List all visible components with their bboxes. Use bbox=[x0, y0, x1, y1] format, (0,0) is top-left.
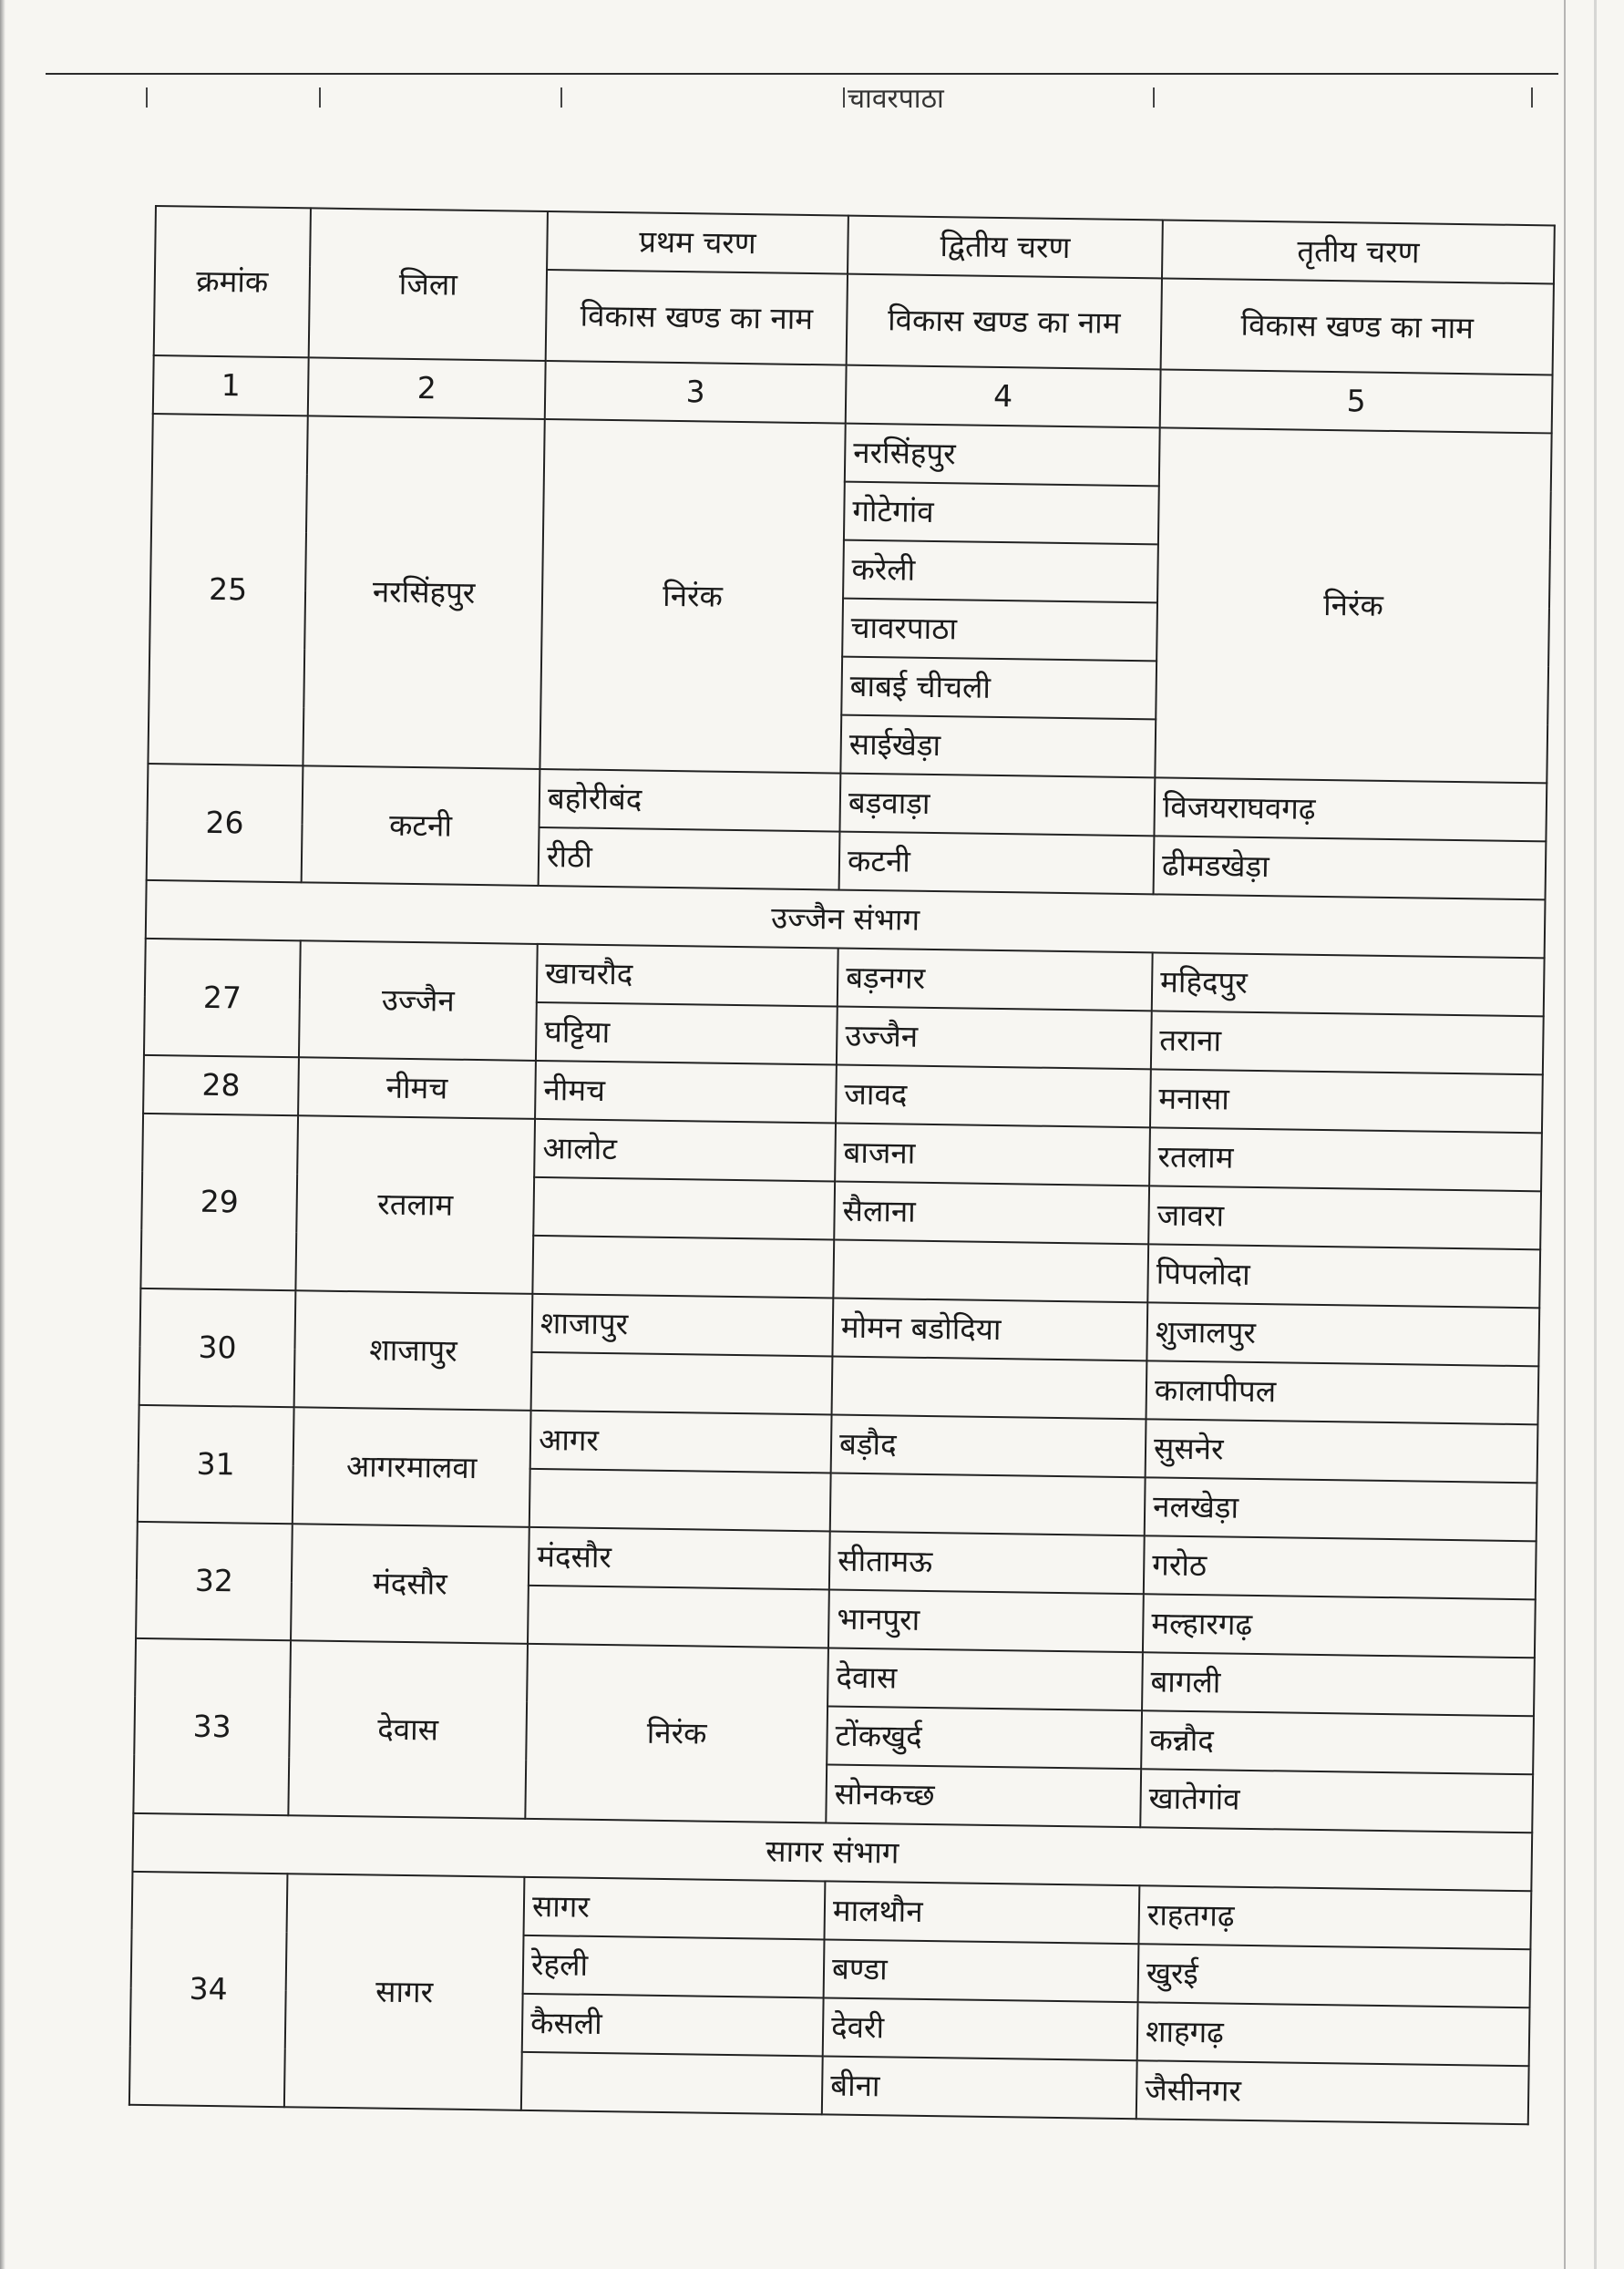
block-cell: बड़नगर bbox=[838, 949, 1153, 1011]
district-cell: शाजापुर bbox=[294, 1290, 533, 1411]
block-cell: नरसिंहपुर bbox=[845, 424, 1160, 487]
block-cell: कालापीपल bbox=[1146, 1360, 1539, 1424]
block-cell: सोनकच्छ bbox=[826, 1764, 1141, 1827]
block-cell: शाहगढ़ bbox=[1137, 2002, 1530, 2066]
block-cell-empty bbox=[830, 1473, 1146, 1535]
district-cell: कटनी bbox=[302, 765, 540, 886]
block-cell: सैलाना bbox=[834, 1182, 1149, 1245]
block-cell-empty bbox=[521, 2052, 823, 2115]
phase1-nil: निरंक bbox=[525, 1644, 828, 1823]
header-block-name-2: विकास खण्ड का नाम bbox=[847, 274, 1162, 370]
block-cell: तराना bbox=[1151, 1011, 1544, 1074]
block-cell: साईखेड़ा bbox=[840, 715, 1156, 778]
phase1-nil: निरंक bbox=[540, 419, 845, 774]
block-cell: सागर bbox=[524, 1877, 826, 1940]
block-cell: देवरी bbox=[823, 1997, 1138, 2060]
block-cell: जावरा bbox=[1148, 1186, 1541, 1249]
block-cell: कन्नौद bbox=[1141, 1710, 1534, 1774]
header-district: जिला bbox=[309, 208, 548, 361]
block-phase-table bbox=[128, 205, 1556, 2125]
serial-cell: 32 bbox=[136, 1522, 293, 1640]
header-phase1: प्रथम चरण bbox=[547, 211, 848, 274]
division-heading-sagar: सागर संभाग bbox=[132, 1813, 1532, 1891]
block-cell: जैसीनगर bbox=[1136, 2060, 1529, 2124]
district-cell: सागर bbox=[284, 1874, 525, 2110]
district-cell: रतलाम bbox=[295, 1115, 535, 1294]
column-number: 5 bbox=[1160, 369, 1553, 433]
column-number: 3 bbox=[545, 361, 847, 424]
block-cell: नीमच bbox=[535, 1061, 837, 1124]
block-cell: मल्हारगढ़ bbox=[1143, 1594, 1536, 1658]
block-cell: कटनी bbox=[839, 832, 1155, 895]
block-cell: पिपलोदा bbox=[1147, 1244, 1540, 1308]
block-cell: गोटेगांव bbox=[844, 482, 1159, 545]
header-tick bbox=[319, 87, 321, 108]
serial-cell: 25 bbox=[148, 414, 307, 765]
block-cell: बण्डा bbox=[824, 1939, 1139, 2002]
block-cell: आगर bbox=[530, 1411, 832, 1473]
district-cell: नीमच bbox=[298, 1057, 536, 1119]
header-tick bbox=[843, 87, 845, 108]
serial-cell: 26 bbox=[147, 764, 303, 882]
block-cell: सीतामऊ bbox=[829, 1531, 1145, 1594]
block-cell: खातेगांव bbox=[1140, 1769, 1533, 1833]
block-cell: मंदसौर bbox=[529, 1527, 830, 1590]
page-header-text: चावरपाठा bbox=[848, 83, 944, 115]
block-cell: बाजना bbox=[835, 1124, 1150, 1186]
header-tick bbox=[560, 87, 562, 108]
block-cell: राहतगढ़ bbox=[1138, 1885, 1531, 1949]
block-cell-empty bbox=[529, 1469, 831, 1532]
serial-cell: 34 bbox=[129, 1872, 288, 2107]
district-cell: मंदसौर bbox=[291, 1524, 529, 1644]
column-number: 4 bbox=[846, 365, 1161, 428]
block-cell: मनासा bbox=[1150, 1069, 1543, 1133]
block-cell: मालथौन bbox=[824, 1881, 1139, 1944]
block-cell: बागली bbox=[1142, 1652, 1535, 1716]
block-cell-empty bbox=[532, 1236, 834, 1299]
block-cell: महिदपुर bbox=[1152, 952, 1545, 1016]
district-cell: देवास bbox=[288, 1640, 528, 1819]
block-cell: करेली bbox=[843, 540, 1158, 603]
serial-cell: 33 bbox=[133, 1638, 291, 1815]
block-cell: शुजालपुर bbox=[1146, 1302, 1539, 1366]
scan-page-edge-outer bbox=[1594, 0, 1597, 2269]
district-cell: नरसिंहपुर bbox=[303, 416, 544, 769]
block-cell: घट्टिया bbox=[536, 1002, 838, 1065]
phase3-nil: निरंक bbox=[1155, 427, 1551, 783]
header-phase3: तृतीय चरण bbox=[1162, 220, 1555, 283]
header-block-name-3: विकास खण्ड का नाम bbox=[1161, 278, 1554, 375]
block-cell: बहोरीबंद bbox=[540, 769, 841, 832]
column-number: 2 bbox=[308, 357, 546, 419]
block-cell: आलोट bbox=[534, 1119, 836, 1182]
header-tick bbox=[1153, 87, 1155, 108]
block-cell: बड़वाड़ा bbox=[839, 774, 1155, 837]
serial-cell: 31 bbox=[138, 1405, 294, 1524]
block-cell: बाबई चीचली bbox=[841, 657, 1156, 720]
page-header-rule bbox=[46, 73, 1558, 75]
block-cell: ढीमडखेड़ा bbox=[1154, 836, 1547, 899]
block-cell: विजयराघवगढ़ bbox=[1154, 777, 1547, 841]
serial-cell: 29 bbox=[140, 1114, 298, 1290]
header-serial: क्रमांक bbox=[154, 206, 311, 357]
block-cell: कैसली bbox=[522, 1994, 824, 2057]
block-cell: भानपुरा bbox=[828, 1589, 1144, 1652]
header-tick bbox=[146, 87, 148, 108]
block-cell: शाजापुर bbox=[531, 1294, 833, 1357]
district-cell: उज्जैन bbox=[299, 940, 538, 1061]
scan-page-edge bbox=[1564, 0, 1566, 2269]
block-cell-empty bbox=[528, 1586, 829, 1648]
division-heading-ujjain: उज्जैन संभाग bbox=[146, 880, 1546, 958]
scan-left-shadow bbox=[0, 0, 5, 2269]
block-cell-empty bbox=[531, 1352, 833, 1415]
document-table-wrapper bbox=[128, 205, 1554, 2125]
header-tick bbox=[1531, 87, 1533, 108]
header-block-name-1: विकास खण्ड का नाम bbox=[546, 270, 848, 365]
block-cell-empty bbox=[833, 1240, 1148, 1303]
block-cell: बीना bbox=[822, 2056, 1137, 2119]
block-cell: गरोठ bbox=[1144, 1535, 1537, 1599]
serial-cell: 30 bbox=[139, 1289, 296, 1407]
block-cell: रतलाम bbox=[1149, 1127, 1542, 1191]
block-cell: खाचरौद bbox=[537, 944, 838, 1007]
block-cell: चावरपाठा bbox=[842, 599, 1157, 662]
block-cell: रीठी bbox=[539, 827, 840, 890]
block-cell: खुरई bbox=[1138, 1944, 1531, 2007]
block-cell: मोमन बडोदिया bbox=[832, 1299, 1147, 1361]
district-cell: आगरमालवा bbox=[293, 1407, 531, 1527]
serial-cell: 27 bbox=[144, 939, 301, 1057]
block-cell: रेहली bbox=[523, 1935, 825, 1998]
block-cell: नलखेड़ा bbox=[1145, 1477, 1537, 1541]
block-cell: बड़ौद bbox=[831, 1414, 1146, 1477]
block-cell: उज्जैन bbox=[837, 1007, 1152, 1070]
block-cell: देवास bbox=[827, 1648, 1143, 1710]
block-cell: जावद bbox=[836, 1065, 1151, 1128]
column-number: 1 bbox=[153, 355, 309, 416]
block-cell-empty bbox=[533, 1177, 835, 1240]
block-cell-empty bbox=[832, 1357, 1147, 1420]
block-cell: टोंकखुर्द bbox=[827, 1706, 1142, 1769]
block-cell: सुसनेर bbox=[1146, 1419, 1538, 1483]
header-phase2: द्वितीय चरण bbox=[848, 216, 1163, 279]
header-row-1 bbox=[155, 206, 1555, 283]
serial-cell: 28 bbox=[143, 1055, 299, 1115]
